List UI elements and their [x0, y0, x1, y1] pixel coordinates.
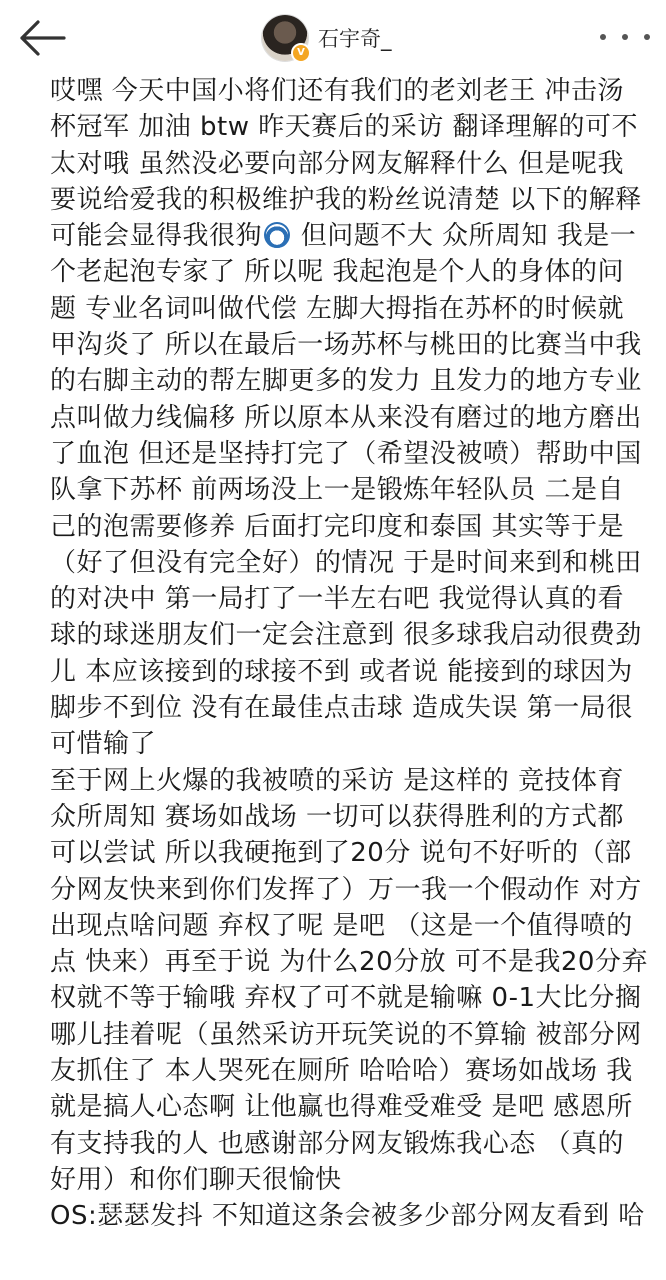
more-dots-icon: [600, 34, 606, 40]
post-text-part-2: 但问题不大 众所周知 我是一个老起泡专家了 所以呢 我起泡是个人的身体的问题 专业名词叫做代偿 左脚大拇指在苏杯的时候就甲沟炎了 所以在最后一场苏杯与桃田的比赛当中我的右脚主动的帮左脚更多的发力 且发力的地方专业点叫做力线偏移 所以原本从来没有磨过的地方磨出了血泡 但还是坚持打完了（希望没被喷）帮助中国队拿下苏杯 前两场没上一是锻炼年轻队员 二是自己的泡需要修养 后面打完印度和泰国 其实等于是（好了但没有完全好）的情况 于是时间来到和桃田的对决中 第一局打了一半左右吧 我觉得认真的看球的球迷朋友们一定会注意到 很多球我启动很费劲儿 本应该接到的球接不到 或者说 能接到的球因为脚步不到位 没有在最佳点击球 造成失误 第一局很可惜输了 至于网上火爆的我被喷的采访 是这样的 竞技体育众所周知 赛场如战场 一切可以获得胜利的方式都可以尝试 所以我硬拖到了20分 说句不好听的（部分网友快来到你们发挥了）万一我一个假动作 对方出现点啥问题 弃权了呢 是吧 （这是一个值得喷的点 快来）再至于说 为什么20分放 可不是我20分弃权就不等于输哦 弃权了可不就是输嘛 0-1大比分搁哪儿挂着呢（虽然采访开玩笑说的不算输 被部分网友抓住了 本人哭死在厕所 哈哈哈）赛场如战场 我就是搞人心态啊 让他赢也得难受难受 是吧 感恩所有支持我的人 也感谢部分网友锻炼我心态 （真的好用）和你们聊天很愉快 OS:瑟瑟发抖 不知道这条会被多少部分网友看到 哈: [50, 221, 648, 1232]
more-options-button[interactable]: [600, 22, 650, 52]
verified-badge-icon: V: [291, 43, 311, 63]
arrow-left-icon: [14, 14, 70, 62]
user-profile-link[interactable]: [262, 15, 392, 61]
avatar[interactable]: [262, 15, 308, 61]
top-bar: [0, 0, 666, 76]
username: 石宇奇_: [318, 27, 392, 51]
post-text-part-1: 哎嘿 今天中国小将们还有我们的老刘老王 冲击汤杯冠军 加油 btw 昨天赛后的采访 翻译理解的可不太对哦 虽然没必要向部分网友解释什么 但是呢我要说给爱我的积极维护我的粉丝说清楚 以下的解释可能会显得我很狗: [50, 76, 642, 252]
post-content: [50, 73, 650, 1235]
back-button[interactable]: [14, 14, 70, 62]
dog-face-emoji-icon: [264, 222, 290, 248]
